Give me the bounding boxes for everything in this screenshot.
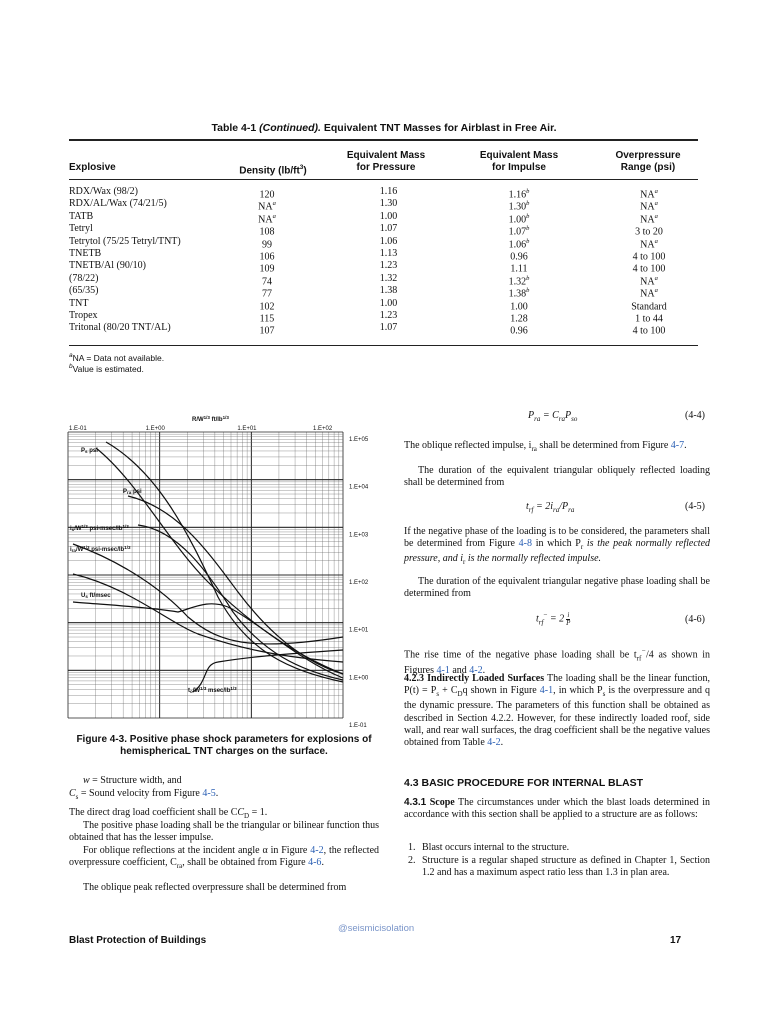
- equation-number-4-5: (4-5): [685, 501, 705, 512]
- cell-eq-pressure: 1.00: [379, 210, 398, 222]
- curve-is: [138, 525, 343, 680]
- table-row: [69, 298, 698, 310]
- right-tick-label: 1.E+02: [349, 580, 369, 586]
- curve-ir: [106, 442, 343, 682]
- link-table-4-2[interactable]: 4-2: [487, 737, 501, 749]
- link-figure-4-7[interactable]: 4-7: [670, 440, 685, 451]
- cell-density: $NA^a$: [258, 212, 276, 226]
- table-row: [69, 322, 698, 337]
- cell-eq-pressure: 1.06: [379, 235, 398, 247]
- right-p4: The duration of the equivalent triangular negative phase loading shall be determined from: [404, 576, 710, 600]
- link-figure-4-6[interactable]: 4-6: [308, 857, 322, 869]
- table-row: [69, 310, 698, 325]
- watermark: @seismicisolation: [338, 923, 415, 934]
- header-explosive: Explosive: [69, 162, 116, 173]
- shock-parameter-chart: [68, 412, 378, 729]
- cell-eq-pressure: 1.07: [379, 322, 398, 334]
- left-c-line: $C_s$ = Sound velocity from Figure 4-5.: [69, 788, 219, 801]
- cell-eq-pressure: 1.13: [379, 248, 398, 259]
- table-row: [69, 260, 698, 275]
- curve-ir-lower: [73, 574, 343, 662]
- list-item: 2. Structure is a regular shaped structure as defined in Chapter 1, Section 1.2 and has a maximum aspect ratio less than 1.3 in plan area.: [408, 855, 710, 879]
- equation-number-4-4: (4-4): [685, 410, 705, 421]
- cell-range: 3 to 20: [635, 226, 663, 238]
- list-item: 1. Blast occurs internal to the structure.: [408, 842, 570, 853]
- right-p2: The duration of the equivalent triangular obliquely reflected loading shall be determined from: [404, 465, 710, 489]
- right-tick-label: 1.E+03: [349, 532, 369, 539]
- cell-density: $NA^a$: [258, 200, 276, 213]
- top-tick-label: 1.E-01: [69, 426, 87, 432]
- label-us: Us ft/msec: [81, 593, 111, 599]
- chart-right-tick-labels: [349, 437, 369, 729]
- cell-range: $NA^a$: [640, 212, 658, 226]
- cell-eq-pressure: 1.32: [379, 272, 398, 284]
- cell-eq-impulse: 1.07$^b$: [508, 225, 530, 238]
- table-bottom-rule: [69, 345, 698, 346]
- curve-us: [73, 602, 343, 678]
- cell-explosive: Tritonal (80/20 TNT/AL): [69, 322, 171, 334]
- table-note-b: $^b$Value is estimated.: [69, 363, 144, 374]
- link-figure-4-1[interactable]: 4-1: [436, 664, 450, 676]
- link-figure-4-2[interactable]: 4-2: [310, 845, 324, 856]
- table-row: [69, 210, 698, 226]
- equation-4-4: $P_{ra} = C_{ra}P_{so}$: [528, 410, 578, 423]
- left-p3: For oblique reflections at the incident angle α in Figure 4-2, the reflected overpressure coefficient, $C_{ra}$, shall be obtained from Figure 4-6.: [69, 845, 380, 871]
- cell-explosive: TNETB/Al (90/10): [69, 260, 146, 272]
- cell-eq-impulse: 1.28: [510, 313, 528, 325]
- label-is: ira/$W^{1/3}$ psi-$msec/lb^{1/3}$: [70, 545, 131, 553]
- cell-eq-impulse: 0.96: [510, 325, 528, 337]
- chart-top-tick-labels: [69, 426, 333, 432]
- top-tick-label: 1.E+02: [313, 426, 333, 432]
- chart-curve-labels: [70, 448, 237, 694]
- cell-eq-impulse: 0.96: [510, 251, 528, 263]
- cell-range: $NA^a$: [640, 274, 658, 288]
- right-p7: 4.3.1 Scope The circumstances under which the blast loads determined in accordance with this section shall be applied to a structure are as follows:: [404, 797, 711, 821]
- cell-density: 102: [259, 300, 275, 312]
- label-ps: Ps psi: [81, 448, 98, 454]
- right-p3: If the negative phase of the loading is to be considered, the parameters shall be determined from Figure 4-8 in which $P_r$ is the peak normally reflected pressure, and $i_r$ is the normally reflected impulse.: [404, 526, 711, 567]
- right-tick-label: 1.E+00: [349, 675, 369, 682]
- right-p6: 4.2.3 Indirectly Loaded Surfaces The loading shall be the linear function, $P(t) = P_s + C_Dq$ shown in Figure 4-1, in which $P_s$ is the overpressure and q the dynamic pressure. The parameters of this function shall be obtained as described in Section 4.2.2. However, for these indirectly loaded roof, side wall, and rear wall surfaces, the drag coefficient shall be the negative values obtained from Table 4-2.: [404, 673, 711, 749]
- cell-eq-pressure: 1.30: [379, 198, 398, 210]
- page-number: 17: [670, 935, 682, 946]
- table-header-rule: [69, 179, 698, 180]
- right-tick-label: 1.E+01: [349, 627, 369, 634]
- top-tick-label: 1.E+01: [237, 426, 257, 432]
- cell-eq-impulse: 1.11: [510, 263, 528, 275]
- header-density: Density $(lb/ft^3)$: [239, 164, 307, 177]
- table-row: [69, 272, 698, 288]
- cell-explosive: TATB: [69, 210, 94, 222]
- link-figure-4-2-right[interactable]: 4-2: [469, 664, 483, 676]
- cell-density: 106: [259, 251, 275, 263]
- cell-eq-pressure: 1.23: [379, 310, 398, 321]
- cell-density: 120: [259, 189, 275, 201]
- table-row: [69, 186, 698, 201]
- cell-range: 4 to 100: [632, 325, 666, 337]
- cell-range: 1 to 44: [635, 313, 663, 325]
- header-eq-impulse: Equivalent Mass for Impulse: [479, 150, 559, 173]
- link-figure-4-8[interactable]: 4-8: [518, 538, 533, 550]
- cell-density: 107: [259, 325, 275, 337]
- cell-eq-impulse: 1.30$^b$: [508, 200, 530, 213]
- right-p5: The rise time of the negative phase loading shall be $t_{rf}^-/4$ as shown in Figures 4-1 and 4-2.: [404, 647, 711, 676]
- cell-range: Standard: [631, 300, 667, 312]
- cell-eq-pressure: 1.00: [379, 297, 398, 309]
- right-tick-label: 1.E-01: [349, 723, 367, 729]
- cell-explosive: (78/22): [69, 272, 99, 284]
- left-p4: The oblique peak reflected overpressure shall be determined from: [83, 882, 347, 893]
- scope-list: [404, 842, 710, 880]
- label-to: $to/W^{1/3}$ msec/$lb^{1/3}$: [188, 686, 237, 694]
- cell-explosive: (65/35): [69, 285, 99, 297]
- equation-4-5: $t_{rf} = 2i_{ra}/P_{ra}$: [526, 501, 575, 514]
- cell-explosive: Tetrytol (75/25 Tetryl/TNT): [69, 235, 181, 247]
- cell-range: $NA^a$: [640, 200, 658, 213]
- cell-eq-impulse: 1.16$^b$: [508, 188, 530, 201]
- left-p2: The positive phase loading shall be the triangular or bilinear function thus obtained that has the lesser impulse.: [69, 820, 379, 844]
- cell-explosive: RDX/AL/Wax (74/21/5): [69, 198, 167, 210]
- left-w-line: w = Structure width, and: [83, 775, 182, 786]
- cell-range: $NA^a$: [640, 188, 658, 201]
- table-note-a: $^a$NA = Data not available.: [69, 352, 165, 363]
- cell-eq-impulse: 1.06$^b$: [508, 237, 530, 250]
- equation-number-4-6: (4-6): [685, 614, 705, 625]
- cell-density: 99: [262, 238, 272, 250]
- cell-range: $NA^a$: [640, 237, 658, 250]
- figure-caption: Figure 4-3. Positive phase shock parameters for explosions of hemisphericaL TNT charges on the surface.: [76, 734, 372, 757]
- left-p1: The direct drag load coefficient shall be $CC_D = 1$.: [69, 807, 268, 820]
- cell-range: 4 to 100: [632, 263, 666, 275]
- cell-eq-pressure: 1.16: [379, 186, 398, 197]
- section-4-3-heading: 4.3 BASIC PROCEDURE FOR INTERNAL BLAST: [404, 777, 643, 789]
- cell-density: 77: [262, 288, 272, 300]
- cell-eq-pressure: 1.23: [379, 260, 398, 272]
- cell-explosive: TNT: [69, 297, 89, 309]
- label-ir: $is/W^{1/3}$ psi-$msec/lb^{1/3}$: [70, 524, 129, 532]
- cell-eq-impulse: 1.00: [510, 300, 528, 312]
- cell-range: 4 to 100: [632, 251, 666, 263]
- table-row: [69, 236, 698, 248]
- right-p1: The oblique reflected impulse, $i_{ra}$ shall be determined from Figure 4-7.: [404, 440, 687, 453]
- table-row: [69, 285, 698, 300]
- cell-eq-impulse: 1.32$^b$: [508, 274, 530, 288]
- cell-eq-impulse: 1.38$^b$: [508, 287, 530, 300]
- table-row: [69, 248, 698, 263]
- cell-density: 108: [259, 226, 275, 238]
- cell-explosive: TNETB: [69, 248, 102, 259]
- curve-to-lower: [193, 650, 343, 692]
- cell-density: 109: [259, 263, 275, 275]
- equation-4-6: $t_{rf}^- = 2$ $\frac{i}{P}$: [536, 610, 571, 627]
- cell-eq-pressure: 1.07: [379, 223, 398, 235]
- table-row: [69, 223, 698, 238]
- cell-density: 74: [262, 276, 272, 288]
- table-row: [69, 198, 698, 213]
- table-top-rule: [69, 139, 698, 141]
- footer-title: Blast Protection of Buildings: [69, 935, 207, 946]
- right-tick-label: 1.E+05: [349, 437, 369, 443]
- cell-explosive: RDX/Wax (98/2): [69, 186, 138, 197]
- cell-eq-impulse: 1.00$^b$: [508, 212, 530, 226]
- header-overpressure-range: Overpressure Range (psi): [615, 150, 681, 173]
- header-eq-pressure: Equivalent Mass for Pressure: [346, 150, 426, 173]
- right-tick-label: 1.E+04: [349, 484, 369, 491]
- cell-range: $NA^a$: [640, 287, 658, 300]
- link-figure-4-5[interactable]: 4-5: [202, 788, 216, 799]
- cell-density: 115: [259, 313, 275, 325]
- label-pr: Pra psi: [123, 489, 142, 495]
- link-figure-4-1-b[interactable]: 4-1: [539, 685, 554, 697]
- chart-top-axis-label: $R/W^{1/3}$ $ft/lb^{1/3}$: [192, 415, 229, 423]
- table-title: Table 4-1 (Continued). Equivalent TNT Masses for Airblast in Free Air.: [211, 122, 557, 134]
- top-tick-label: 1.E+00: [145, 426, 165, 432]
- cell-explosive: Tropex: [69, 310, 98, 321]
- cell-explosive: Tetryl: [69, 223, 93, 235]
- cell-eq-pressure: 1.38: [379, 285, 398, 297]
